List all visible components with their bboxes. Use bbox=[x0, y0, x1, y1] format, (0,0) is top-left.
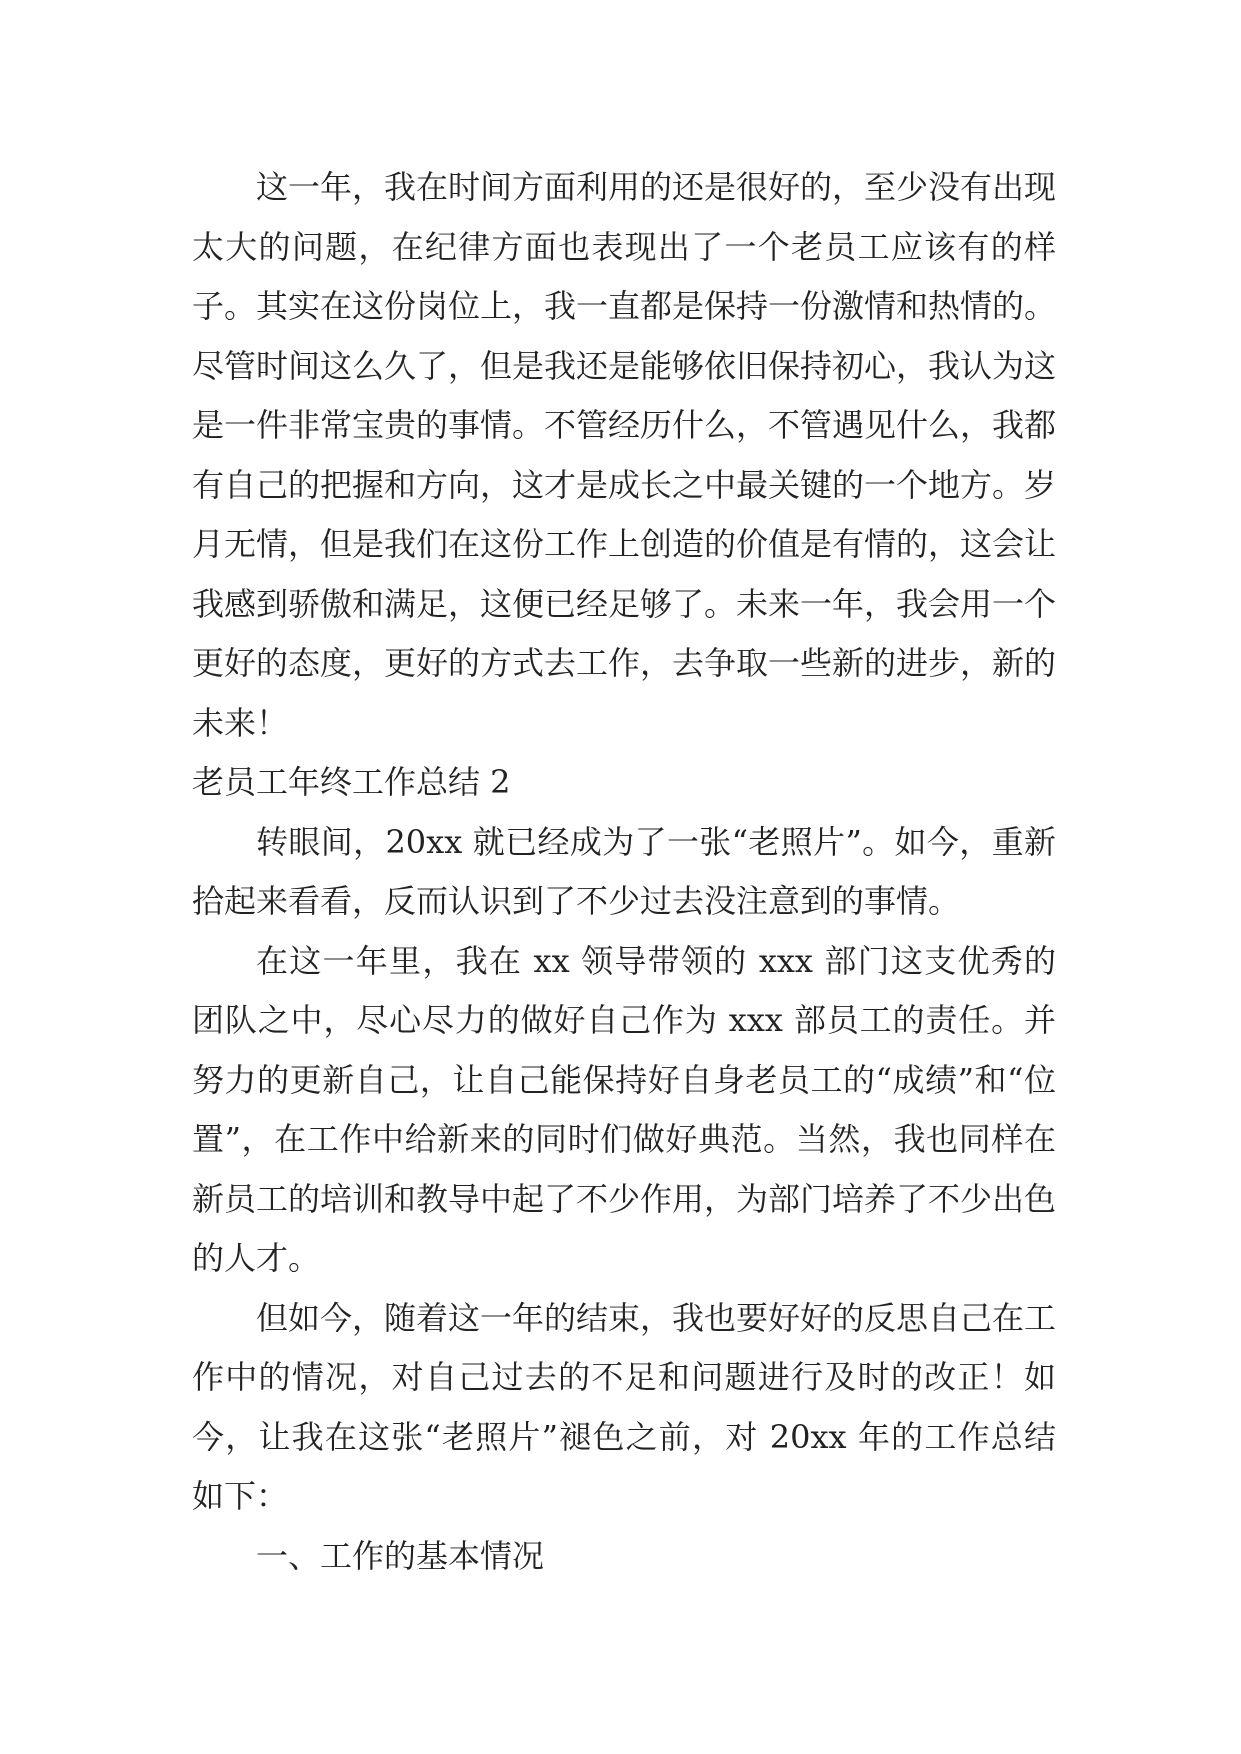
subheading-basic-situation: 一、工作的基本情况 bbox=[256, 1536, 545, 1575]
document-body bbox=[192, 158, 1056, 1586]
paragraph-reflection: 这一年，我在时间方面利用的还是很好的，至少没有出现太大的问题，在纪律方面也表现出了一个老员工应该有的样子。其实在这份岗位上，我一直都是保持一份激情和热情的。尽管时间这么久了，但是我还是能够依旧保持初心，我认为这是一件非常宝贵的事情。不管经历什么，不管遇见什么，我都有自己的把握和方向，这才是成长之中最关键的一个地方。岁月无情，但是我们在这份工作上创造的价值是有情的，这会让我感到骄傲和满足，这便已经足够了。未来一年，我会用一个更好的态度，更好的方式去工作，去争取一些新的进步，新的未来！ bbox=[192, 168, 1057, 742]
paragraph-team: 在这一年里，我在 xx 领导带领的 xxx 部门这支优秀的团队之中，尽心尽力的做好自己作为 xxx 部员工的责任。并努力的更新自己，让自己能保持好自身老员工的“成绩”和“位置”，在工作中给新来的同时们做好典范。当然，我也同样在新员工的培训和教导中起了不少作用，为部门培养了不少出色的人才。 bbox=[192, 941, 1057, 1277]
paragraph-summary-lead: 但如今，随着这一年的结束，我也要好好的反思自己在工作中的情况，对自己过去的不足和问题进行及时的改正！如今，让我在这张“老照片”褪色之前，对 20xx 年的工作总结如下： bbox=[192, 1298, 1057, 1515]
paragraph-intro: 转眼间，20xx 就已经成为了一张“老照片”。如今，重新拾起来看看，反而认识到了不少过去没注意到的事情。 bbox=[192, 822, 1056, 920]
section-heading: 老员工年终工作总结 2 bbox=[192, 763, 511, 801]
